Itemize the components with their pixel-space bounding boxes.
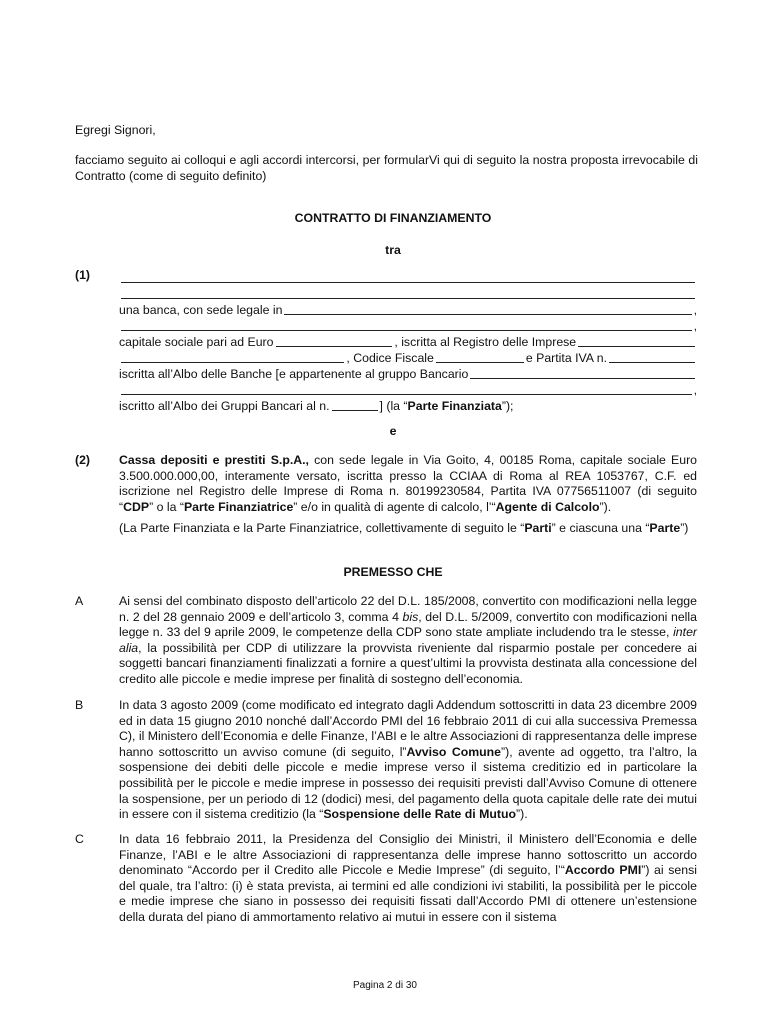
parte-finanziata-term: Parte Finanziata (407, 399, 502, 413)
accordo-term: Accordo PMI (564, 863, 642, 878)
sospensione-term: Sospensione delle Rate di Mutuo (323, 807, 517, 822)
parte-term: Parte (649, 521, 681, 535)
party1-cf-line (119, 350, 697, 365)
party1-number: (1) (75, 268, 91, 282)
blank-field[interactable] (121, 319, 692, 331)
bank-label: una banca, con sede legale in (119, 303, 283, 317)
recital-text: ”). (516, 807, 528, 822)
note-text: (La Parte Finanziata e la Parte Finanziatrice, collettivamente di seguito le “ (119, 521, 525, 535)
recital-c-letter: C (75, 832, 84, 846)
page-footer: Pagina 2 di 30 (353, 980, 417, 991)
group-field[interactable] (470, 367, 695, 379)
party2-number: (2) (75, 453, 91, 467)
recital-text: ”), avente ad oggetto, tra l’altro, la sospensione dei debiti delle piccole e medie imprese verso il sistema creditizio ed in particolare la possibilità per le piccole e medie imprese in possesso dei requisiti previsti dall’Avviso Comune di ottenere la sospensione, per un periodo di 12 (dodici) mesi, del pagamento della quota capitale delle rate dei mutui in essere con il sistema creditizio (la “ (119, 744, 697, 822)
recital-text: Ai sensi del combinato disposto dell’articolo 22 del D.L. 185/2008, convertito con modificazioni nella legge n. 2 del 28 gennaio 2009 e dell’articolo 3, comma 4 (119, 594, 697, 624)
recital-text: , del D.L. 5/2009, convertito con modificazioni nella legge n. 33 del 9 aprile 2009, le competenze della CDP sono state ampliate includendo tra le stesse, (119, 609, 697, 640)
party1-capital-line (119, 334, 697, 349)
and-label: e (389, 424, 397, 438)
gruppi-text: ] (la “ (379, 399, 408, 413)
premesso-heading: PREMESSO CHE (343, 565, 443, 579)
recital-text: ”) ai sensi del quale, tra l’altro: (i) è stata prevista, ai termini ed alle condizioni ivi stabiliti, la possibilità per le piccole e medie imprese che siano in possesso dei requisiti fissati dall’Accordo PMI di ottenere un’estensione della durata del piano di ammortamento relativo ai mutui in essere con il sistema (119, 863, 697, 924)
agente-term: Agente di Calcolo (495, 499, 600, 514)
parte-finanziatrice-term: Parte Finanziatrice (183, 499, 294, 514)
party1-line-2 (119, 286, 697, 301)
blank-field[interactable] (121, 271, 695, 283)
recital-text: In data 16 febbraio 2011, la Presidenza del Consiglio dei Ministri, il Ministero dell’Economia e delle Finanze, l’ABI e le altre Associazioni di rappresentanza delle imprese hanno sottoscritto un accordo denominato “Accordo per il Credito alle Piccole e Medie Imprese” (di seguito, l’“ (119, 832, 697, 878)
registry-number-field[interactable] (121, 351, 344, 363)
party1-albo-line (119, 366, 697, 381)
cf-label: , Codice Fiscale (346, 351, 434, 365)
registry-field[interactable] (578, 335, 695, 347)
party1-bank-line (119, 302, 697, 317)
capital-label: capitale sociale pari ad Euro (119, 335, 274, 349)
recital-text: In data 3 agosto 2009 (come modificato ed integrato dagli Addendum sottoscritti in data 23 dicembre 2009 ed in data 15 giugno 2010 nonché dall’Accordo PMI del 16 febbraio 2011 di cui alla successiva Premessa C), il Ministero dell’Economia e delle Finanze, l’ABI e le altre Associazioni di rappresentanza delle imprese hanno sottoscritto un avviso comune (di seguito, l” (119, 698, 697, 759)
gruppi-label: iscritto all’Albo dei Gruppi Bancari al n. (119, 399, 330, 413)
registry-label: , iscritta al Registro delle Imprese (394, 335, 577, 349)
gruppi-number-field[interactable] (332, 399, 378, 411)
vat-field[interactable] (609, 351, 695, 363)
capital-field[interactable] (276, 335, 393, 347)
albo-label: iscritta all’Albo delle Banche [e appartenente al gruppo Bancario (119, 367, 469, 381)
recital-a-letter: A (75, 594, 84, 608)
party1-line-4 (119, 318, 697, 333)
comma: , (693, 303, 697, 317)
parti-term: Parti (524, 521, 552, 535)
comma: , (693, 383, 697, 397)
parties-note (119, 521, 697, 537)
bank-address-field[interactable] (284, 303, 691, 315)
party2-text: con sede legale in Via Goito, 4, 00185 Roma, capitale sociale Euro 3.500.000.000,00, interamente versato, iscritta presso la CCIAA di Roma al REA 1053767, C.F. ed iscrizione nel Registro delle Imprese di Roma n. 80199230584, Partita IVA 07756511007 (di seguito “ (119, 453, 697, 514)
party2-text: ” e/o in qualità di agente di calcolo, l’“ (293, 499, 496, 514)
recital-a-paragraph (119, 594, 697, 688)
contract-title: CONTRATTO DI FINANZIAMENTO (294, 211, 492, 225)
salutation: Egregi Signori, (75, 123, 156, 137)
note-text: ”) (680, 521, 689, 535)
vat-label: e Partita IVA n. (525, 351, 607, 365)
cf-field[interactable] (436, 351, 524, 363)
recital-b-letter: B (75, 698, 84, 712)
bis-term: bis (402, 609, 419, 624)
note-text: ” e ciascuna una “ (551, 521, 650, 535)
blank-field[interactable] (121, 287, 695, 299)
inter-alia-term: inter alia (119, 625, 697, 655)
party2-text: ” o la “ (149, 499, 184, 514)
party1-gruppi-line (119, 398, 697, 413)
intro-paragraph: facciamo seguito ai colloqui e agli accordi intercorsi, per formularVi qui di seguito la nostra proposta irrevocabile di Contratto (come di seguito definito) (75, 153, 698, 183)
recital-b-paragraph (119, 698, 697, 823)
party2-paragraph (119, 453, 697, 515)
party1-line-1 (119, 270, 697, 285)
between-label: tra (385, 243, 401, 257)
comma: , (693, 319, 697, 333)
cdp-name: Cassa depositi e prestiti S.p.A., (119, 453, 309, 467)
avviso-term: Avviso Comune (406, 744, 502, 759)
blank-field[interactable] (121, 383, 692, 395)
recital-text: , la possibilità per CDP di utilizzare la provvista riveniente dal risparmio postale per concedere ai soggetti bancari finanziamenti finalizzati a fornire a quest’ultimi la provvista destinata alla concessione del credito alle piccole e medie imprese per finalità di sostegno dell’economia. (119, 640, 697, 686)
cdp-term: CDP (123, 499, 150, 514)
party1-line-8 (119, 382, 697, 397)
gruppi-close: ”); (501, 399, 514, 413)
party2-text: ”). (599, 499, 612, 514)
recital-c-paragraph (119, 832, 697, 926)
